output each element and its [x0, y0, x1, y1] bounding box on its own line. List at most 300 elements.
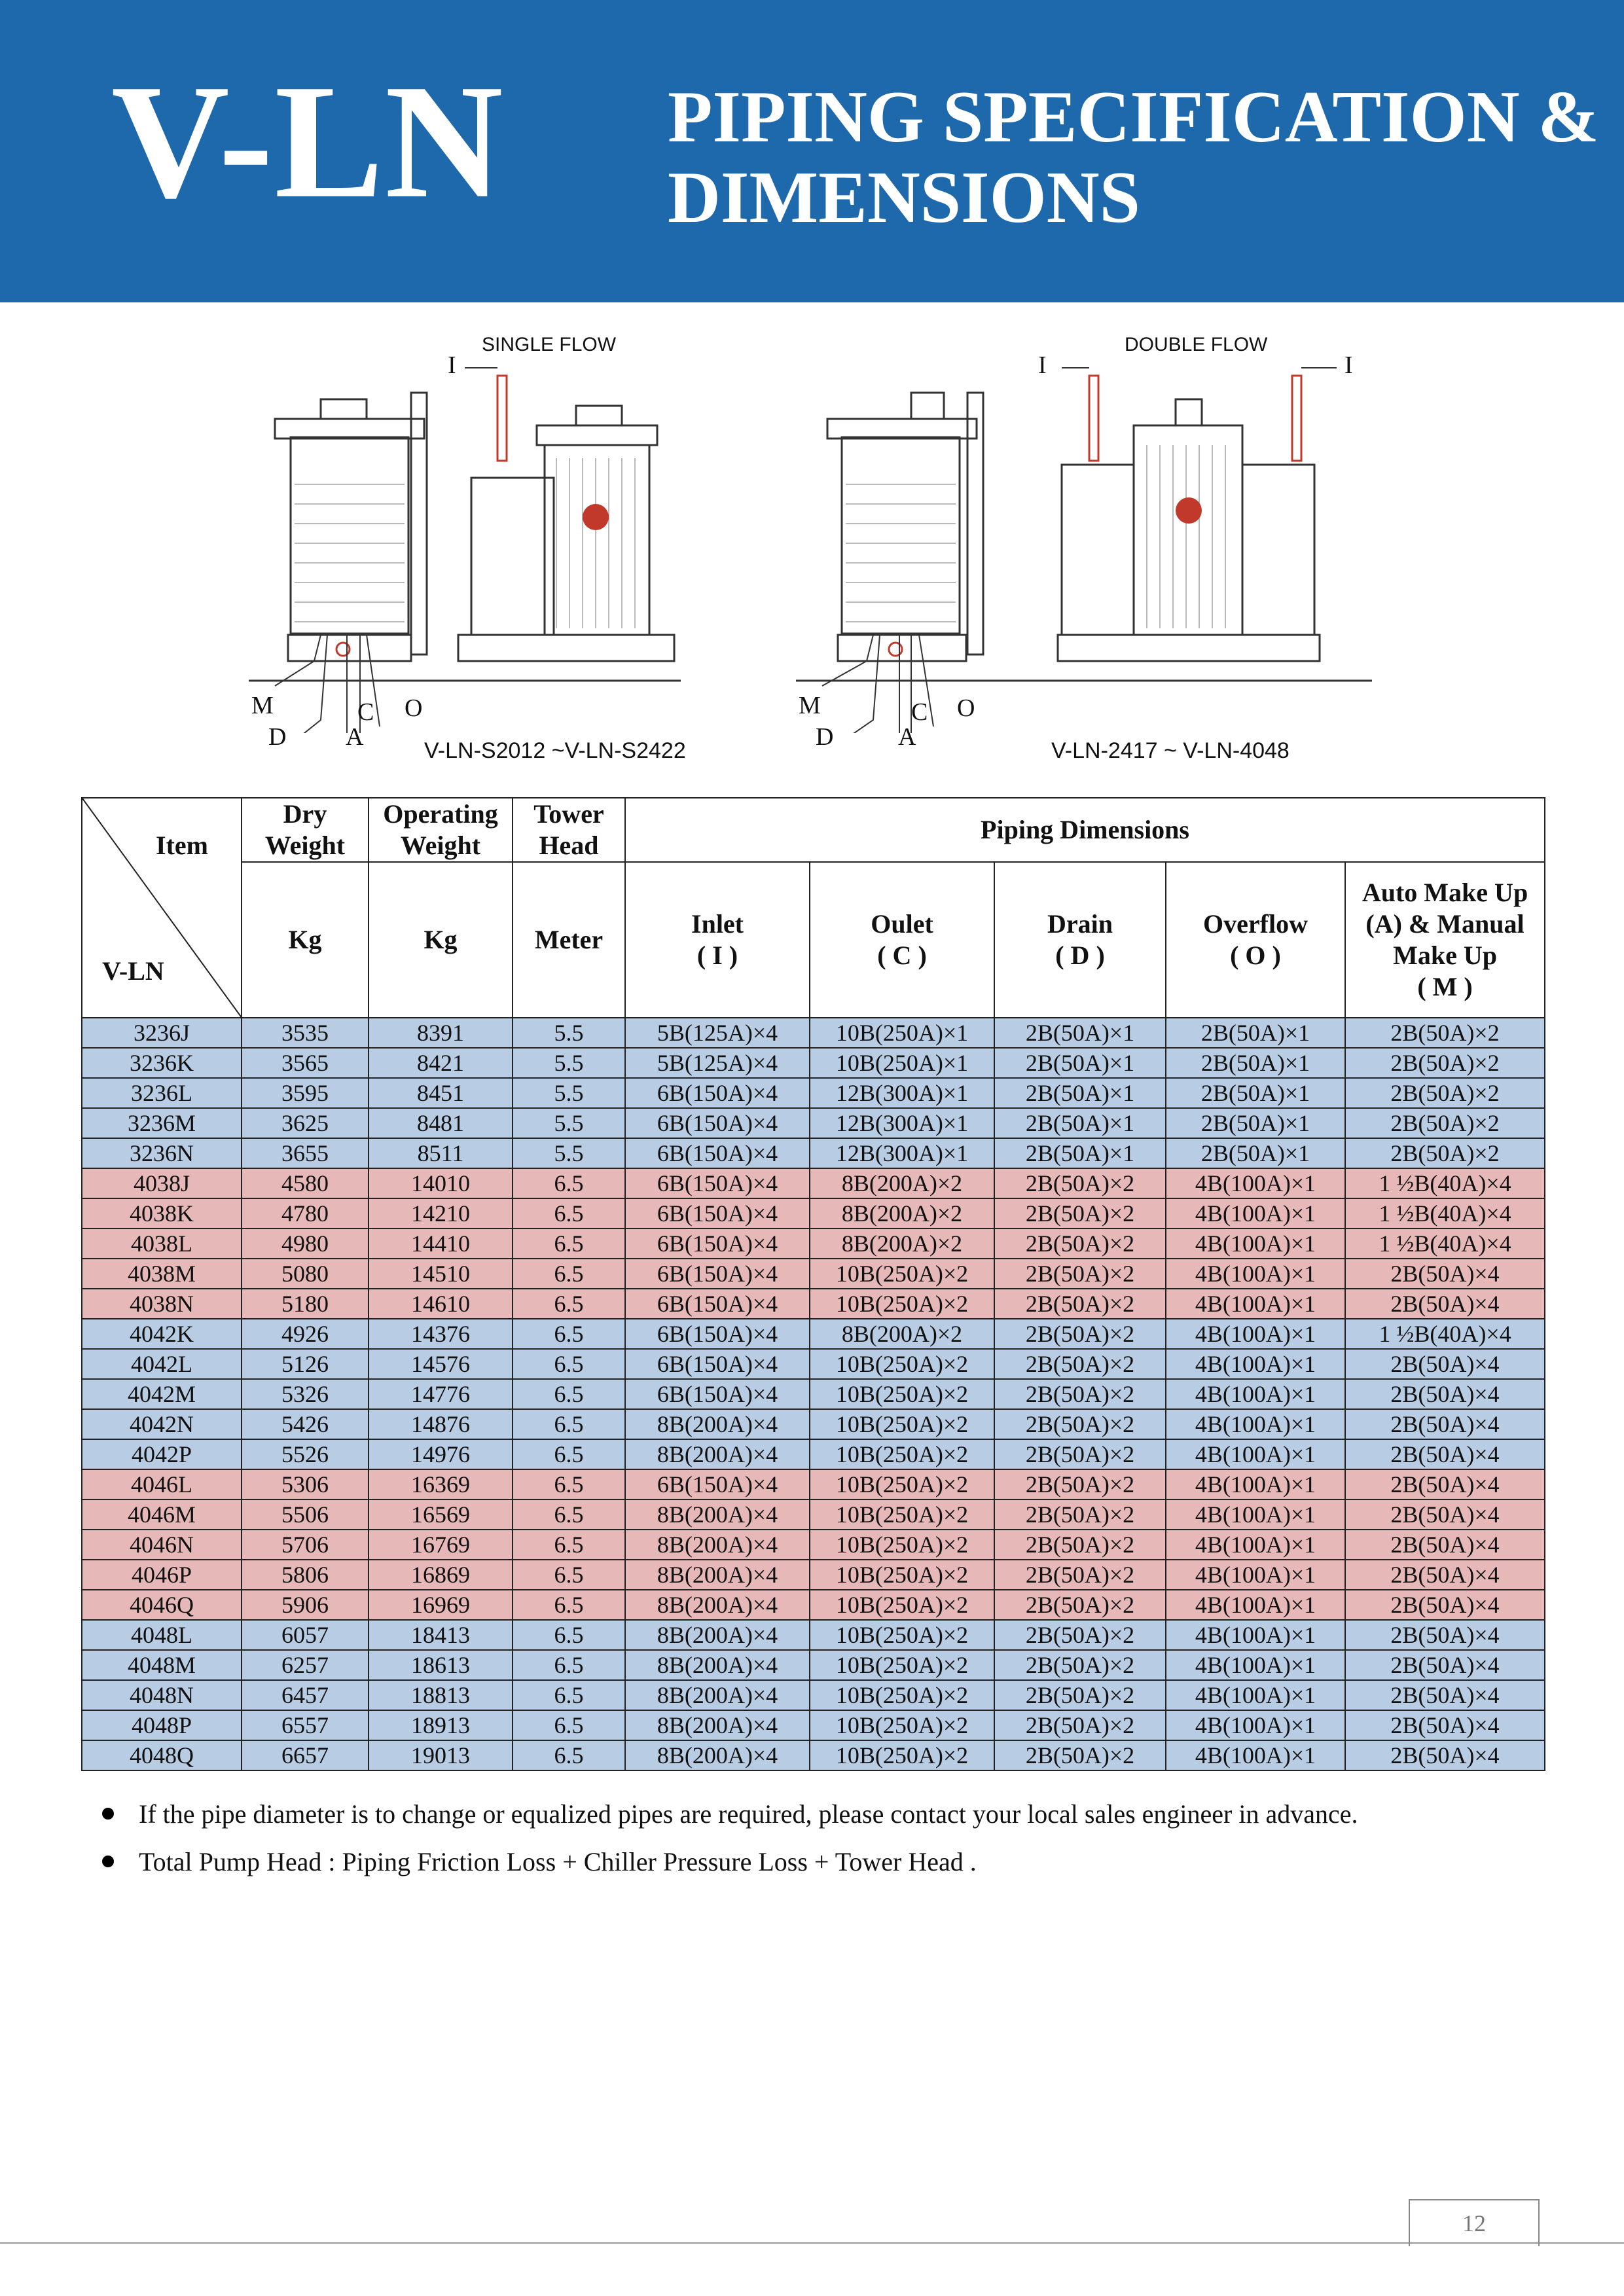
header-piping-dimensions: Piping Dimensions — [625, 798, 1545, 862]
cell-inlet: 8B(200A)×4 — [625, 1650, 810, 1680]
cell-tower-head: 6.5 — [513, 1168, 625, 1198]
note-item — [98, 1799, 1358, 1829]
cell-operating-weight: 14776 — [369, 1379, 513, 1409]
cell-model: 3236L — [82, 1078, 242, 1108]
label-outlet-c: C — [357, 698, 374, 726]
cell-model: 3236K — [82, 1048, 242, 1078]
cell-overflow: 4B(100A)×1 — [1166, 1198, 1345, 1229]
cell-outlet: 12B(300A)×1 — [810, 1108, 994, 1138]
page-number: 12 — [1409, 2199, 1540, 2246]
cell-outlet: 10B(250A)×2 — [810, 1740, 994, 1770]
cell-drain: 2B(50A)×1 — [994, 1078, 1166, 1108]
table-row — [82, 1018, 1545, 1048]
cell-operating-weight: 18813 — [369, 1680, 513, 1710]
cell-tower-head: 6.5 — [513, 1710, 625, 1740]
cell-outlet: 10B(250A)×2 — [810, 1530, 994, 1560]
table-row — [82, 1740, 1545, 1770]
header-overflow-code: ( O ) — [1230, 941, 1281, 970]
cell-model: 3236M — [82, 1108, 242, 1138]
cell-inlet: 8B(200A)×4 — [625, 1409, 810, 1439]
header-unit-meter: Meter — [513, 862, 625, 1018]
cell-overflow: 2B(50A)×1 — [1166, 1018, 1345, 1048]
cell-operating-weight: 14210 — [369, 1198, 513, 1229]
label-drain-d: D — [816, 723, 834, 751]
table-row — [82, 1289, 1545, 1319]
cell-operating-weight: 14610 — [369, 1289, 513, 1319]
cell-model: 4038M — [82, 1259, 242, 1289]
cell-dry-weight: 6657 — [242, 1740, 369, 1770]
cell-dry-weight: 4580 — [242, 1168, 369, 1198]
cell-inlet: 8B(200A)×4 — [625, 1740, 810, 1770]
header-inlet-code: ( I ) — [696, 941, 738, 970]
table-row — [82, 1138, 1545, 1168]
cell-inlet: 8B(200A)×4 — [625, 1439, 810, 1469]
label-inlet-i-right: I — [1344, 351, 1353, 379]
cell-inlet: 6B(150A)×4 — [625, 1289, 810, 1319]
cell-inlet: 8B(200A)×4 — [625, 1710, 810, 1740]
cell-outlet: 10B(250A)×2 — [810, 1710, 994, 1740]
header-model: V-LN — [102, 956, 164, 986]
cell-outlet: 10B(250A)×2 — [810, 1680, 994, 1710]
cell-makeup: 2B(50A)×4 — [1345, 1499, 1545, 1530]
single-flow-caption: V-LN-S2012 ~V-LN-S2422 — [424, 738, 686, 763]
cell-outlet: 10B(250A)×1 — [810, 1018, 994, 1048]
header-outlet-code: ( C ) — [877, 941, 927, 970]
cell-operating-weight: 16369 — [369, 1469, 513, 1499]
table-row — [82, 1319, 1545, 1349]
label-inlet-i: I — [448, 351, 456, 379]
cell-model: 4042K — [82, 1319, 242, 1349]
cell-dry-weight: 5180 — [242, 1289, 369, 1319]
cell-overflow: 4B(100A)×1 — [1166, 1319, 1345, 1349]
cell-dry-weight: 3625 — [242, 1108, 369, 1138]
cell-inlet: 6B(150A)×4 — [625, 1168, 810, 1198]
cell-dry-weight: 6257 — [242, 1650, 369, 1680]
cell-drain: 2B(50A)×2 — [994, 1620, 1166, 1650]
cell-dry-weight: 5426 — [242, 1409, 369, 1439]
cell-tower-head: 6.5 — [513, 1379, 625, 1409]
cell-operating-weight: 14876 — [369, 1409, 513, 1439]
cell-inlet: 8B(200A)×4 — [625, 1680, 810, 1710]
cell-outlet: 8B(200A)×2 — [810, 1319, 994, 1349]
cell-drain: 2B(50A)×1 — [994, 1018, 1166, 1048]
cell-model: 4048Q — [82, 1740, 242, 1770]
header-operating-weight: Operating Weight — [369, 798, 513, 862]
cell-operating-weight: 16569 — [369, 1499, 513, 1530]
bullet-icon — [102, 1808, 114, 1820]
cell-dry-weight: 5126 — [242, 1349, 369, 1379]
cell-tower-head: 6.5 — [513, 1650, 625, 1680]
cell-drain: 2B(50A)×2 — [994, 1349, 1166, 1379]
cell-operating-weight: 8481 — [369, 1108, 513, 1138]
cell-makeup: 2B(50A)×2 — [1345, 1078, 1545, 1108]
cell-model: 4042M — [82, 1379, 242, 1409]
table-row — [82, 1168, 1545, 1198]
header-unit-kg-dry: Kg — [242, 862, 369, 1018]
cell-model: 4046P — [82, 1560, 242, 1590]
header-drain-code: ( D ) — [1055, 941, 1105, 970]
cell-makeup: 2B(50A)×2 — [1345, 1048, 1545, 1078]
cell-inlet: 6B(150A)×4 — [625, 1078, 810, 1108]
cell-overflow: 4B(100A)×1 — [1166, 1530, 1345, 1560]
table-row — [82, 1710, 1545, 1740]
cell-dry-weight: 4780 — [242, 1198, 369, 1229]
cell-dry-weight: 6057 — [242, 1620, 369, 1650]
cell-makeup: 2B(50A)×4 — [1345, 1409, 1545, 1439]
cell-outlet: 10B(250A)×2 — [810, 1439, 994, 1469]
cell-tower-head: 6.5 — [513, 1680, 625, 1710]
label-inlet-i-left: I — [1038, 351, 1047, 379]
cell-operating-weight: 18913 — [369, 1710, 513, 1740]
table-row — [82, 1108, 1545, 1138]
cell-tower-head: 5.5 — [513, 1018, 625, 1048]
table-row — [82, 1439, 1545, 1469]
cell-tower-head: 6.5 — [513, 1590, 625, 1620]
cell-operating-weight: 16869 — [369, 1560, 513, 1590]
cell-outlet: 10B(250A)×2 — [810, 1499, 994, 1530]
cell-dry-weight: 6557 — [242, 1710, 369, 1740]
table-row — [82, 1680, 1545, 1710]
cell-outlet: 10B(250A)×2 — [810, 1590, 994, 1620]
cell-makeup: 2B(50A)×4 — [1345, 1620, 1545, 1650]
cell-drain: 2B(50A)×2 — [994, 1740, 1166, 1770]
cell-dry-weight: 6457 — [242, 1680, 369, 1710]
cell-tower-head: 6.5 — [513, 1289, 625, 1319]
cell-dry-weight: 5806 — [242, 1560, 369, 1590]
label-makeup-m: M — [799, 692, 821, 719]
cell-makeup: 2B(50A)×4 — [1345, 1259, 1545, 1289]
header-drain — [994, 862, 1166, 1018]
cell-makeup: 2B(50A)×4 — [1345, 1379, 1545, 1409]
cell-tower-head: 6.5 — [513, 1439, 625, 1469]
cell-operating-weight: 8391 — [369, 1018, 513, 1048]
cell-overflow: 4B(100A)×1 — [1166, 1379, 1345, 1409]
cell-operating-weight: 14010 — [369, 1168, 513, 1198]
cell-tower-head: 6.5 — [513, 1229, 625, 1259]
cell-drain: 2B(50A)×2 — [994, 1289, 1166, 1319]
cell-dry-weight: 3595 — [242, 1078, 369, 1108]
table-row — [82, 1349, 1545, 1379]
page-title-line1: PIPING SPECIFICATION & — [668, 77, 1599, 158]
cell-outlet: 12B(300A)×1 — [810, 1078, 994, 1108]
cell-inlet: 6B(150A)×4 — [625, 1349, 810, 1379]
header-outlet-label: Oulet — [871, 909, 933, 939]
cell-makeup: 2B(50A)×4 — [1345, 1710, 1545, 1740]
table-row — [82, 1229, 1545, 1259]
cell-tower-head: 6.5 — [513, 1620, 625, 1650]
cell-overflow: 4B(100A)×1 — [1166, 1168, 1345, 1198]
cell-drain: 2B(50A)×2 — [994, 1439, 1166, 1469]
cell-model: 4046N — [82, 1530, 242, 1560]
cell-outlet: 10B(250A)×2 — [810, 1650, 994, 1680]
cell-model: 4048L — [82, 1620, 242, 1650]
cell-overflow: 4B(100A)×1 — [1166, 1439, 1345, 1469]
cell-makeup: 1 ½B(40A)×4 — [1345, 1229, 1545, 1259]
cell-model: 4046Q — [82, 1590, 242, 1620]
cell-makeup: 2B(50A)×4 — [1345, 1469, 1545, 1499]
cell-overflow: 4B(100A)×1 — [1166, 1499, 1345, 1530]
cell-makeup: 2B(50A)×2 — [1345, 1138, 1545, 1168]
cell-outlet: 10B(250A)×2 — [810, 1289, 994, 1319]
cell-outlet: 10B(250A)×2 — [810, 1259, 994, 1289]
cell-drain: 2B(50A)×2 — [994, 1650, 1166, 1680]
cell-drain: 2B(50A)×1 — [994, 1048, 1166, 1078]
cell-outlet: 10B(250A)×2 — [810, 1469, 994, 1499]
cell-tower-head: 6.5 — [513, 1259, 625, 1289]
cell-overflow: 2B(50A)×1 — [1166, 1078, 1345, 1108]
cell-inlet: 8B(200A)×4 — [625, 1499, 810, 1530]
note-text: Total Pump Head : Piping Friction Loss + Chiller Pressure Loss + Tower Head . — [139, 1847, 977, 1876]
cell-tower-head: 6.5 — [513, 1469, 625, 1499]
cell-inlet: 6B(150A)×4 — [625, 1259, 810, 1289]
label-auto-makeup-a: A — [898, 723, 916, 751]
cell-outlet: 8B(200A)×2 — [810, 1168, 994, 1198]
table-row — [82, 1469, 1545, 1499]
table-row — [82, 1409, 1545, 1439]
cell-overflow: 4B(100A)×1 — [1166, 1289, 1345, 1319]
cell-drain: 2B(50A)×2 — [994, 1168, 1166, 1198]
label-makeup-m: M — [251, 692, 274, 719]
cell-makeup: 1 ½B(40A)×4 — [1345, 1168, 1545, 1198]
header-inlet — [625, 862, 810, 1018]
cell-outlet: 10B(250A)×2 — [810, 1349, 994, 1379]
cell-overflow: 4B(100A)×1 — [1166, 1409, 1345, 1439]
label-outlet-c: C — [911, 698, 928, 726]
cell-inlet: 8B(200A)×4 — [625, 1590, 810, 1620]
cell-makeup: 2B(50A)×4 — [1345, 1680, 1545, 1710]
cell-outlet: 10B(250A)×1 — [810, 1048, 994, 1078]
cell-tower-head: 6.5 — [513, 1560, 625, 1590]
cell-makeup: 2B(50A)×4 — [1345, 1650, 1545, 1680]
cell-operating-weight: 19013 — [369, 1740, 513, 1770]
label-drain-d: D — [268, 723, 287, 751]
cell-model: 4042P — [82, 1439, 242, 1469]
label-overflow-o: O — [957, 694, 975, 722]
cell-overflow: 4B(100A)×1 — [1166, 1680, 1345, 1710]
note-item — [98, 1846, 1358, 1877]
cell-tower-head: 6.5 — [513, 1409, 625, 1439]
cell-operating-weight: 14976 — [369, 1439, 513, 1469]
cell-operating-weight: 8421 — [369, 1048, 513, 1078]
double-flow-label: DOUBLE FLOW — [1125, 334, 1268, 355]
cell-model: 4038L — [82, 1229, 242, 1259]
cell-model: 4042N — [82, 1409, 242, 1439]
cell-overflow: 4B(100A)×1 — [1166, 1259, 1345, 1289]
cell-model: 4042L — [82, 1349, 242, 1379]
cell-model: 4046L — [82, 1469, 242, 1499]
table-row — [82, 1590, 1545, 1620]
cell-tower-head: 6.5 — [513, 1530, 625, 1560]
note-text: If the pipe diameter is to change or equalized pipes are required, please contact your local sales engineer in advance. — [139, 1799, 1358, 1829]
cell-operating-weight: 16769 — [369, 1530, 513, 1560]
header-dry-weight: Dry Weight — [242, 798, 369, 862]
header-inlet-label: Inlet — [691, 909, 744, 939]
cell-overflow: 4B(100A)×1 — [1166, 1710, 1345, 1740]
table-row — [82, 1198, 1545, 1229]
cell-outlet: 10B(250A)×2 — [810, 1620, 994, 1650]
cell-makeup: 2B(50A)×4 — [1345, 1740, 1545, 1770]
cell-makeup: 1 ½B(40A)×4 — [1345, 1319, 1545, 1349]
cell-drain: 2B(50A)×2 — [994, 1259, 1166, 1289]
cell-inlet: 8B(200A)×4 — [625, 1530, 810, 1560]
header-outlet — [810, 862, 994, 1018]
cell-tower-head: 6.5 — [513, 1198, 625, 1229]
cell-makeup: 1 ½B(40A)×4 — [1345, 1198, 1545, 1229]
cell-model: 4048P — [82, 1710, 242, 1740]
cell-outlet: 10B(250A)×2 — [810, 1560, 994, 1590]
header-makeup-label: Auto Make Up (A) & Manual Make Up — [1362, 878, 1528, 970]
cell-inlet: 8B(200A)×4 — [625, 1560, 810, 1590]
table-row — [82, 1530, 1545, 1560]
piping-spec-table — [81, 797, 1545, 1771]
cell-makeup: 2B(50A)×4 — [1345, 1289, 1545, 1319]
header-overflow-label: Overflow — [1203, 909, 1308, 939]
cell-drain: 2B(50A)×2 — [994, 1590, 1166, 1620]
header-overflow — [1166, 862, 1345, 1018]
cell-drain: 2B(50A)×2 — [994, 1319, 1166, 1349]
cell-operating-weight: 18613 — [369, 1650, 513, 1680]
cell-drain: 2B(50A)×2 — [994, 1680, 1166, 1710]
cell-operating-weight: 8511 — [369, 1138, 513, 1168]
cell-outlet: 8B(200A)×2 — [810, 1198, 994, 1229]
cell-inlet: 6B(150A)×4 — [625, 1229, 810, 1259]
cell-overflow: 4B(100A)×1 — [1166, 1590, 1345, 1620]
page-title-line2: DIMENSIONS — [668, 157, 1140, 239]
table-row — [82, 1499, 1545, 1530]
header-item: Item — [156, 831, 208, 860]
cell-inlet: 6B(150A)×4 — [625, 1319, 810, 1349]
cell-makeup: 2B(50A)×4 — [1345, 1560, 1545, 1590]
brand-logo: V-LN — [111, 51, 505, 232]
cell-inlet: 5B(125A)×4 — [625, 1048, 810, 1078]
cell-makeup: 2B(50A)×2 — [1345, 1018, 1545, 1048]
cell-tower-head: 5.5 — [513, 1048, 625, 1078]
cell-outlet: 10B(250A)×2 — [810, 1379, 994, 1409]
table-row — [82, 1078, 1545, 1108]
cell-model: 4048N — [82, 1680, 242, 1710]
table-row — [82, 1048, 1545, 1078]
header-banner — [0, 0, 1624, 302]
table-row — [82, 1620, 1545, 1650]
cell-operating-weight: 14376 — [369, 1319, 513, 1349]
table-row — [82, 1259, 1545, 1289]
cell-overflow: 4B(100A)×1 — [1166, 1229, 1345, 1259]
cell-inlet: 5B(125A)×4 — [625, 1018, 810, 1048]
cell-model: 4038J — [82, 1168, 242, 1198]
cell-tower-head: 5.5 — [513, 1138, 625, 1168]
cell-overflow: 4B(100A)×1 — [1166, 1469, 1345, 1499]
cell-model: 4046M — [82, 1499, 242, 1530]
cell-dry-weight: 5326 — [242, 1379, 369, 1409]
cell-tower-head: 6.5 — [513, 1740, 625, 1770]
cell-outlet: 10B(250A)×2 — [810, 1409, 994, 1439]
header-tower-head: Tower Head — [513, 798, 625, 862]
page-title — [668, 77, 1599, 238]
cell-inlet: 6B(150A)×4 — [625, 1138, 810, 1168]
cell-inlet: 6B(150A)×4 — [625, 1379, 810, 1409]
bullet-icon — [102, 1856, 114, 1867]
cell-dry-weight: 4926 — [242, 1319, 369, 1349]
cell-tower-head: 6.5 — [513, 1499, 625, 1530]
single-flow-label: SINGLE FLOW — [482, 334, 617, 355]
cell-dry-weight: 5506 — [242, 1499, 369, 1530]
cell-model: 3236J — [82, 1018, 242, 1048]
cell-model: 4038K — [82, 1198, 242, 1229]
cell-drain: 2B(50A)×2 — [994, 1409, 1166, 1439]
cell-dry-weight: 5706 — [242, 1530, 369, 1560]
cell-makeup: 2B(50A)×4 — [1345, 1349, 1545, 1379]
cell-drain: 2B(50A)×2 — [994, 1379, 1166, 1409]
spec-table-body — [82, 1018, 1545, 1770]
table-row — [82, 1560, 1545, 1590]
cell-inlet: 6B(150A)×4 — [625, 1198, 810, 1229]
cell-dry-weight: 4980 — [242, 1229, 369, 1259]
cell-overflow: 4B(100A)×1 — [1166, 1740, 1345, 1770]
cell-drain: 2B(50A)×2 — [994, 1499, 1166, 1530]
cell-makeup: 2B(50A)×4 — [1345, 1530, 1545, 1560]
cell-outlet: 12B(300A)×1 — [810, 1138, 994, 1168]
item-model-corner-cell — [82, 798, 242, 1018]
cell-drain: 2B(50A)×2 — [994, 1560, 1166, 1590]
label-auto-makeup-a: A — [346, 723, 364, 751]
header-makeup-code: ( M ) — [1417, 972, 1473, 1001]
header-unit-kg-operating: Kg — [369, 862, 513, 1018]
cell-overflow: 2B(50A)×1 — [1166, 1108, 1345, 1138]
cell-dry-weight: 5906 — [242, 1590, 369, 1620]
cell-dry-weight: 3535 — [242, 1018, 369, 1048]
cell-makeup: 2B(50A)×2 — [1345, 1108, 1545, 1138]
cell-tower-head: 6.5 — [513, 1349, 625, 1379]
cell-drain: 2B(50A)×2 — [994, 1229, 1166, 1259]
cell-drain: 2B(50A)×2 — [994, 1198, 1166, 1229]
cell-dry-weight: 5526 — [242, 1439, 369, 1469]
cell-tower-head: 6.5 — [513, 1319, 625, 1349]
cell-operating-weight: 18413 — [369, 1620, 513, 1650]
cell-drain: 2B(50A)×2 — [994, 1469, 1166, 1499]
cell-overflow: 2B(50A)×1 — [1166, 1138, 1345, 1168]
cell-overflow: 4B(100A)×1 — [1166, 1349, 1345, 1379]
cell-dry-weight: 5080 — [242, 1259, 369, 1289]
cell-drain: 2B(50A)×2 — [994, 1530, 1166, 1560]
footer-rule — [0, 2242, 1624, 2244]
cell-tower-head: 5.5 — [513, 1078, 625, 1108]
cell-overflow: 4B(100A)×1 — [1166, 1620, 1345, 1650]
cell-dry-weight: 3655 — [242, 1138, 369, 1168]
notes-list — [98, 1799, 1358, 1894]
cell-model: 4048M — [82, 1650, 242, 1680]
double-flow-caption: V-LN-2417 ~ V-LN-4048 — [1051, 738, 1290, 763]
cell-drain: 2B(50A)×1 — [994, 1108, 1166, 1138]
header-drain-label: Drain — [1047, 909, 1113, 939]
header-makeup — [1345, 862, 1545, 1018]
cell-inlet: 6B(150A)×4 — [625, 1108, 810, 1138]
cell-operating-weight: 14510 — [369, 1259, 513, 1289]
table-row — [82, 1650, 1545, 1680]
cell-makeup: 2B(50A)×4 — [1345, 1439, 1545, 1469]
cell-model: 4038N — [82, 1289, 242, 1319]
cell-tower-head: 5.5 — [513, 1108, 625, 1138]
cell-operating-weight: 14410 — [369, 1229, 513, 1259]
label-overflow-o: O — [405, 694, 423, 722]
cell-drain: 2B(50A)×2 — [994, 1710, 1166, 1740]
cell-inlet: 6B(150A)×4 — [625, 1469, 810, 1499]
cell-drain: 2B(50A)×1 — [994, 1138, 1166, 1168]
cell-operating-weight: 14576 — [369, 1349, 513, 1379]
double-flow-figure — [796, 327, 1516, 772]
cell-model: 3236N — [82, 1138, 242, 1168]
cell-overflow: 2B(50A)×1 — [1166, 1048, 1345, 1078]
cell-outlet: 8B(200A)×2 — [810, 1229, 994, 1259]
